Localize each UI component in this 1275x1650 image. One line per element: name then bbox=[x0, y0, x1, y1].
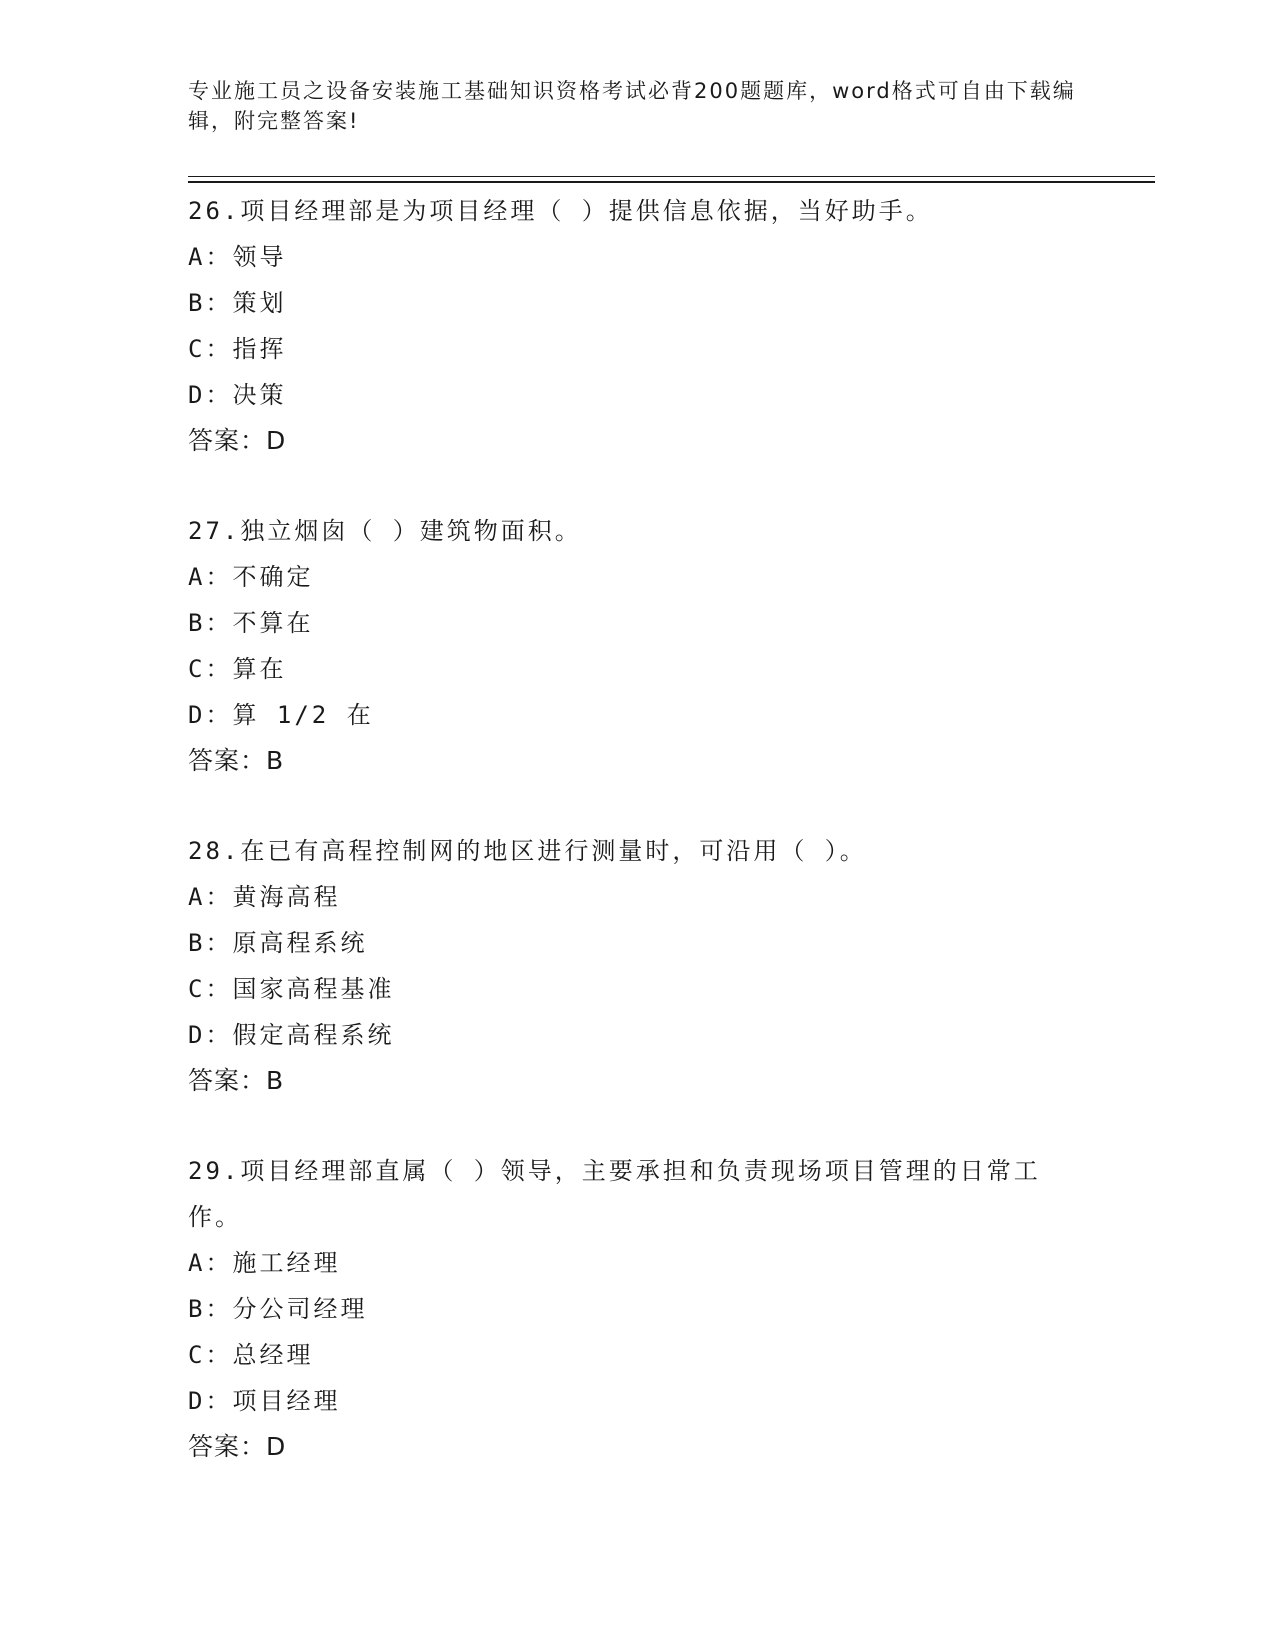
question-26 bbox=[188, 188, 1068, 464]
header-divider-bottom bbox=[188, 181, 1155, 183]
option-a: A：领导 bbox=[188, 243, 287, 271]
question-stem: 29.项目经理部直属（ ）领导，主要承担和负责现场项目管理的日常工作。 bbox=[188, 1157, 1041, 1231]
option-d: D：项目经理 bbox=[188, 1387, 341, 1415]
answer-label: 答案：D bbox=[188, 426, 287, 455]
option-c: C：国家高程基准 bbox=[188, 975, 395, 1003]
option-b: B：不算在 bbox=[188, 609, 314, 637]
question-27 bbox=[188, 508, 1068, 784]
option-c: C：指挥 bbox=[188, 335, 287, 363]
option-b: B：分公司经理 bbox=[188, 1295, 368, 1323]
option-b: B：策划 bbox=[188, 289, 287, 317]
option-a: A：施工经理 bbox=[188, 1249, 341, 1277]
answer-label: 答案：B bbox=[188, 746, 285, 775]
question-28 bbox=[188, 828, 1068, 1104]
option-d: D：决策 bbox=[188, 381, 287, 409]
document-title: 专业施工员之设备安装施工基础知识资格考试必背200题题库，word格式可自由下载编辑，附完整答案! bbox=[188, 79, 1076, 133]
header-divider-top bbox=[188, 176, 1155, 177]
option-c: C：算在 bbox=[188, 655, 287, 683]
answer-label: 答案：B bbox=[188, 1066, 285, 1095]
option-a: A：不确定 bbox=[188, 563, 314, 591]
question-stem: 28.在已有高程控制网的地区进行测量时，可沿用（ ）。 bbox=[188, 837, 867, 865]
option-c: C：总经理 bbox=[188, 1341, 314, 1369]
option-a: A：黄海高程 bbox=[188, 883, 341, 911]
option-d: D：假定高程系统 bbox=[188, 1021, 395, 1049]
answer-label: 答案：D bbox=[188, 1432, 287, 1461]
question-stem: 26.项目经理部是为项目经理（ ）提供信息依据，当好助手。 bbox=[188, 197, 933, 225]
question-stem: 27.独立烟囱（ ）建筑物面积。 bbox=[188, 517, 582, 545]
option-d: D：算 1/2 在 bbox=[188, 701, 374, 729]
option-b: B：原高程系统 bbox=[188, 929, 368, 957]
question-29 bbox=[188, 1148, 1068, 1470]
